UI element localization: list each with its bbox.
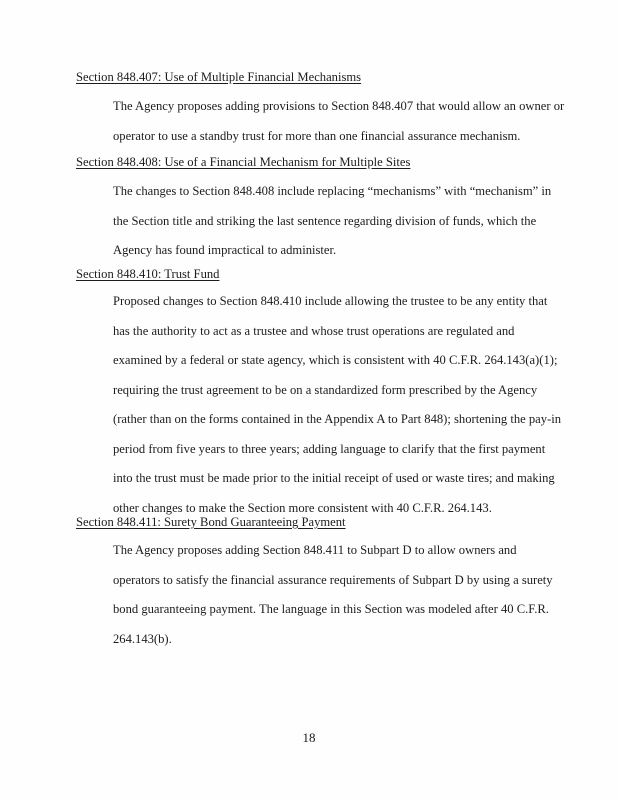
section-heading-848-408: Section 848.408: Use of a Financial Mechanism for Multiple Sites: [76, 155, 411, 169]
section-heading-848-411: Section 848.411: Surety Bond Guaranteeing Payment: [76, 515, 346, 529]
paragraph-line: requiring the trust agreement to be on a standardized form prescribed by the Agency: [113, 382, 538, 397]
paragraph-line: period from five years to three years; adding language to clarify that the first payment: [113, 441, 546, 456]
paragraph-line: examined by a federal or state agency, which is consistent with 40 C.F.R. 264.143(a)(1);: [113, 353, 558, 367]
paragraph-line: Agency has found impractical to administer.: [113, 243, 337, 257]
paragraph-line: the Section title and striking the last sentence regarding division of funds, which the: [113, 213, 537, 228]
paragraph-line: The Agency proposes adding provisions to Section 848.407 that would allow an owner or: [113, 99, 565, 113]
paragraph-line: Proposed changes to Section 848.410 include allowing the trustee to be any entity that: [113, 294, 548, 308]
section-heading-848-407: Section 848.407: Use of Multiple Financial Mechanisms: [76, 70, 362, 84]
paragraph-line: The changes to Section 848.408 include replacing “mechanisms” with “mechanism” in: [113, 184, 552, 198]
section-paragraph-848-408: [113, 177, 553, 266]
section-heading-848-410: Section 848.410: Trust Fund: [76, 267, 220, 281]
section-paragraph-848-410: [113, 287, 562, 523]
paragraph-line: 264.143(b).: [113, 631, 172, 646]
paragraph-line: bond guaranteeing payment. The language in this Section was modeled after 40 C.F.R.: [113, 602, 549, 616]
paragraph-line: (rather than on the forms contained in the Appendix A to Part 848); shortening the pay-in: [113, 412, 562, 426]
paragraph-line: operators to satisfy the financial assurance requirements of Subpart D by using a surety: [113, 572, 553, 587]
paragraph-line: operator to use a standby trust for more than one financial assurance mechanism.: [113, 128, 521, 143]
paragraph-line: into the trust must be made prior to the initial receipt of used or waste tires; and making: [113, 471, 555, 485]
paragraph-line: other changes to make the Section more consistent with 40 C.F.R. 264.143.: [113, 500, 492, 515]
section-paragraph-848-407: [113, 92, 565, 151]
paragraph-line: The Agency proposes adding Section 848.411 to Subpart D to allow owners and: [113, 543, 517, 557]
page-number: 18: [302, 730, 316, 745]
section-paragraph-848-411: [113, 536, 553, 654]
paragraph-line: has the authority to act as a trustee and whose trust operations are regulated and: [113, 323, 515, 338]
